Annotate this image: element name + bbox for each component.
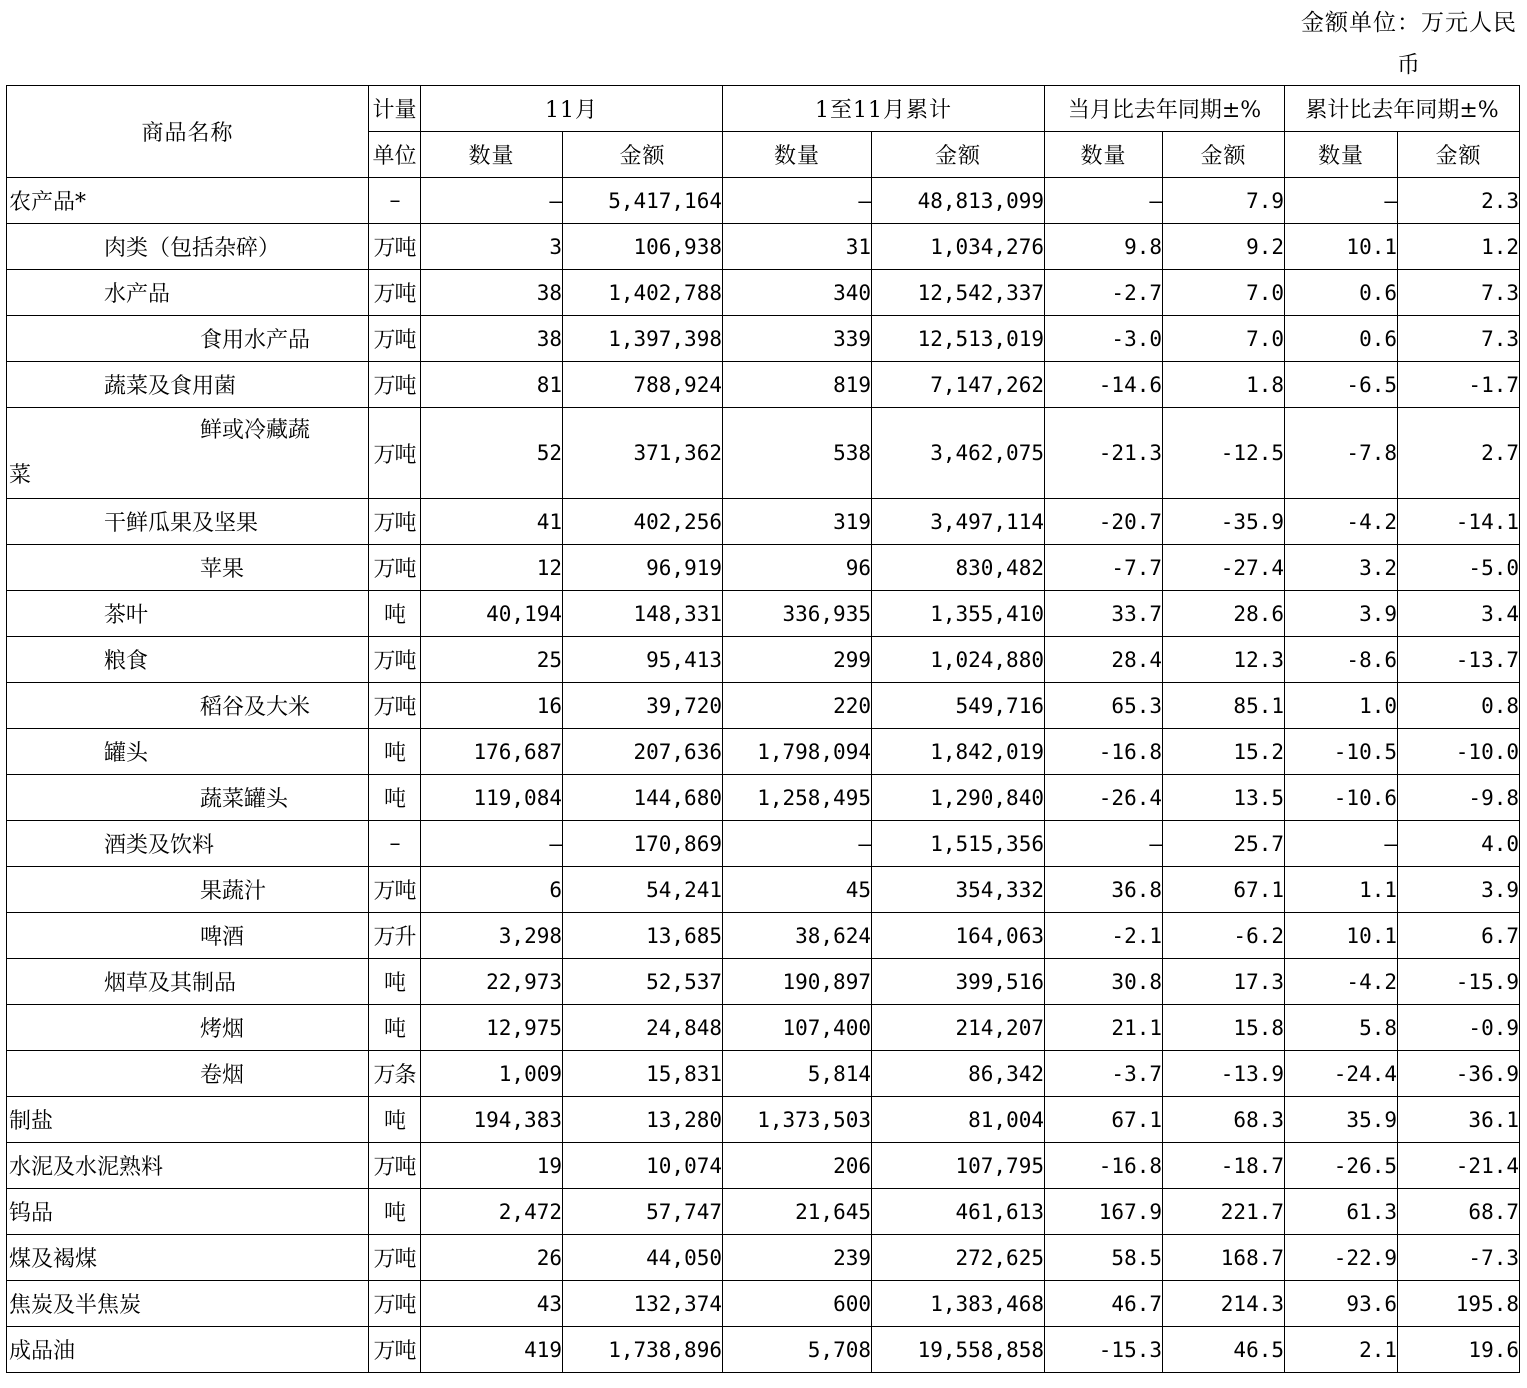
- cell-month-yoy-qty: -2.7: [1045, 270, 1163, 316]
- cell-month-qty: 52: [421, 408, 563, 499]
- cell-unit: 万吨: [369, 1143, 421, 1189]
- cell-cumulative-yoy-qty: -10.6: [1285, 775, 1398, 821]
- cell-cumulative-amount: 399,516: [872, 959, 1045, 1005]
- cell-cumulative-yoy-qty: -24.4: [1285, 1051, 1398, 1097]
- cell-month-yoy-amount: 67.1: [1163, 867, 1285, 913]
- header-row-groups: [7, 86, 1520, 132]
- cell-unit: 万吨: [369, 637, 421, 683]
- cell-month-yoy-amount: 15.8: [1163, 1005, 1285, 1051]
- cell-cumulative-qty: 819: [723, 362, 872, 408]
- cell-month-amount: 13,280: [563, 1097, 723, 1143]
- cell-month-qty: 38: [421, 270, 563, 316]
- cell-cumulative-yoy-qty: 3.2: [1285, 545, 1398, 591]
- cell-cumulative-yoy-qty: 5.8: [1285, 1005, 1398, 1051]
- cell-cumulative-qty: 96: [723, 545, 872, 591]
- table-row: [7, 499, 1520, 545]
- cell-cumulative-qty: 1,798,094: [723, 729, 872, 775]
- cell-cumulative-yoy-amount: 2.7: [1398, 408, 1520, 499]
- cell-month-yoy-amount: 1.8: [1163, 362, 1285, 408]
- cell-cumulative-yoy-qty: –: [1285, 821, 1398, 867]
- table-row: [7, 408, 1520, 499]
- cell-cumulative-yoy-amount: -0.9: [1398, 1005, 1520, 1051]
- cell-month-yoy-amount: 7.0: [1163, 270, 1285, 316]
- cell-cumulative-yoy-qty: 2.1: [1285, 1327, 1398, 1373]
- cell-cumulative-yoy-amount: 6.7: [1398, 913, 1520, 959]
- cell-cumulative-yoy-amount: -5.0: [1398, 545, 1520, 591]
- cell-cumulative-yoy-amount: 1.2: [1398, 224, 1520, 270]
- cell-cumulative-amount: 1,024,880: [872, 637, 1045, 683]
- cell-unit: –: [369, 821, 421, 867]
- cell-month-amount: 96,919: [563, 545, 723, 591]
- cell-month-yoy-qty: 36.8: [1045, 867, 1163, 913]
- cell-month-yoy-amount: 7.9: [1163, 178, 1285, 224]
- cell-cumulative-yoy-qty: 10.1: [1285, 224, 1398, 270]
- cell-month-qty: 3: [421, 224, 563, 270]
- cell-cumulative-yoy-amount: -21.4: [1398, 1143, 1520, 1189]
- cell-cumulative-amount: 830,482: [872, 545, 1045, 591]
- cell-month-yoy-qty: -16.8: [1045, 729, 1163, 775]
- cell-month-yoy-qty: -26.4: [1045, 775, 1163, 821]
- cell-month-qty: –: [421, 178, 563, 224]
- cell-month-amount: 402,256: [563, 499, 723, 545]
- table-body: [7, 178, 1520, 1373]
- cell-product-name: 肉类（包括杂碎）: [7, 224, 369, 270]
- cell-cumulative-yoy-amount: 19.6: [1398, 1327, 1520, 1373]
- cell-unit: 万吨: [369, 545, 421, 591]
- cell-month-qty: 12,975: [421, 1005, 563, 1051]
- cell-cumulative-yoy-qty: -4.2: [1285, 959, 1398, 1005]
- cell-month-qty: 19: [421, 1143, 563, 1189]
- cell-product-name: 食用水产品: [7, 316, 369, 362]
- table-row: [7, 913, 1520, 959]
- cell-product-name: 蔬菜罐头: [7, 775, 369, 821]
- cell-cumulative-yoy-amount: 195.8: [1398, 1281, 1520, 1327]
- cell-product-name: 烤烟: [7, 1005, 369, 1051]
- cell-unit: 吨: [369, 1005, 421, 1051]
- cell-month-qty: 12: [421, 545, 563, 591]
- cell-cumulative-amount: 1,355,410: [872, 591, 1045, 637]
- cell-cumulative-qty: 31: [723, 224, 872, 270]
- cell-month-amount: 95,413: [563, 637, 723, 683]
- cell-month-qty: 40,194: [421, 591, 563, 637]
- cell-cumulative-yoy-qty: 35.9: [1285, 1097, 1398, 1143]
- cell-cumulative-amount: 1,034,276: [872, 224, 1045, 270]
- cell-month-amount: 57,747: [563, 1189, 723, 1235]
- cell-unit: 吨: [369, 1189, 421, 1235]
- cell-month-yoy-qty: 30.8: [1045, 959, 1163, 1005]
- table-row: [7, 224, 1520, 270]
- cell-cumulative-amount: 81,004: [872, 1097, 1045, 1143]
- table-row: [7, 821, 1520, 867]
- table-row: [7, 1143, 1520, 1189]
- cell-month-yoy-amount: 15.2: [1163, 729, 1285, 775]
- cell-month-amount: 371,362: [563, 408, 723, 499]
- cell-product-name: 粮食: [7, 637, 369, 683]
- cell-month-amount: 52,537: [563, 959, 723, 1005]
- cell-cumulative-yoy-qty: 1.1: [1285, 867, 1398, 913]
- cell-product-name: 蔬菜及食用菌: [7, 362, 369, 408]
- cell-cumulative-yoy-qty: -7.8: [1285, 408, 1398, 499]
- cell-cumulative-qty: 38,624: [723, 913, 872, 959]
- cell-month-qty: 25: [421, 637, 563, 683]
- cell-cumulative-qty: 299: [723, 637, 872, 683]
- cell-month-yoy-qty: 65.3: [1045, 683, 1163, 729]
- cell-unit: –: [369, 178, 421, 224]
- cell-product-name: 农产品*: [7, 178, 369, 224]
- cell-cumulative-yoy-qty: 3.9: [1285, 591, 1398, 637]
- cell-unit: 万吨: [369, 499, 421, 545]
- cell-cumulative-yoy-amount: -13.7: [1398, 637, 1520, 683]
- cell-month-amount: 54,241: [563, 867, 723, 913]
- cell-unit: 吨: [369, 959, 421, 1005]
- cell-product-name: 焦炭及半焦炭: [7, 1281, 369, 1327]
- cell-month-amount: 24,848: [563, 1005, 723, 1051]
- cell-cumulative-amount: 48,813,099: [872, 178, 1045, 224]
- cell-month-qty: 26: [421, 1235, 563, 1281]
- cell-month-yoy-qty: -3.0: [1045, 316, 1163, 362]
- cell-cumulative-qty: 190,897: [723, 959, 872, 1005]
- cell-product-name: 罐头: [7, 729, 369, 775]
- cell-month-yoy-amount: 85.1: [1163, 683, 1285, 729]
- cell-month-qty: 194,383: [421, 1097, 563, 1143]
- cell-month-qty: –: [421, 821, 563, 867]
- cell-month-amount: 44,050: [563, 1235, 723, 1281]
- cell-month-qty: 1,009: [421, 1051, 563, 1097]
- cell-cumulative-yoy-amount: -15.9: [1398, 959, 1520, 1005]
- cell-cumulative-yoy-qty: 61.3: [1285, 1189, 1398, 1235]
- cell-month-qty: 41: [421, 499, 563, 545]
- amount-unit-note-line1: 金额单位：万元人民: [1301, 10, 1517, 36]
- cell-unit: 吨: [369, 775, 421, 821]
- cell-cumulative-yoy-amount: 4.0: [1398, 821, 1520, 867]
- cell-unit: 吨: [369, 729, 421, 775]
- header-qty: 数量: [1285, 132, 1398, 178]
- cell-product-name: 果蔬汁: [7, 867, 369, 913]
- cell-cumulative-yoy-qty: -10.5: [1285, 729, 1398, 775]
- cell-unit: 吨: [369, 591, 421, 637]
- cell-cumulative-qty: 5,814: [723, 1051, 872, 1097]
- cell-cumulative-amount: 107,795: [872, 1143, 1045, 1189]
- cell-month-yoy-qty: -2.1: [1045, 913, 1163, 959]
- cell-cumulative-amount: 354,332: [872, 867, 1045, 913]
- cell-cumulative-qty: 220: [723, 683, 872, 729]
- cell-month-yoy-amount: 13.5: [1163, 775, 1285, 821]
- cell-month-yoy-amount: 168.7: [1163, 1235, 1285, 1281]
- cell-product-name: 水产品: [7, 270, 369, 316]
- cell-month-qty: 22,973: [421, 959, 563, 1005]
- cell-cumulative-yoy-amount: 3.9: [1398, 867, 1520, 913]
- cell-cumulative-yoy-amount: -9.8: [1398, 775, 1520, 821]
- cell-cumulative-qty: 339: [723, 316, 872, 362]
- cell-cumulative-qty: 21,645: [723, 1189, 872, 1235]
- cell-unit: 万吨: [369, 1281, 421, 1327]
- cell-month-amount: 106,938: [563, 224, 723, 270]
- cell-cumulative-amount: 12,542,337: [872, 270, 1045, 316]
- table-row: [7, 1235, 1520, 1281]
- cell-unit: 万吨: [369, 270, 421, 316]
- cell-cumulative-amount: 1,290,840: [872, 775, 1045, 821]
- cell-month-amount: 10,074: [563, 1143, 723, 1189]
- cell-cumulative-yoy-amount: 68.7: [1398, 1189, 1520, 1235]
- cell-cumulative-yoy-amount: 36.1: [1398, 1097, 1520, 1143]
- cell-month-yoy-qty: -21.3: [1045, 408, 1163, 499]
- table-row: [7, 1051, 1520, 1097]
- cell-cumulative-qty: 538: [723, 408, 872, 499]
- cell-month-yoy-qty: -14.6: [1045, 362, 1163, 408]
- cell-month-qty: 3,298: [421, 913, 563, 959]
- cell-month-yoy-amount: -13.9: [1163, 1051, 1285, 1097]
- cell-cumulative-qty: 319: [723, 499, 872, 545]
- table-row: [7, 1189, 1520, 1235]
- cell-month-yoy-amount: 46.5: [1163, 1327, 1285, 1373]
- cell-month-yoy-qty: 58.5: [1045, 1235, 1163, 1281]
- cell-cumulative-qty: 206: [723, 1143, 872, 1189]
- cell-month-qty: 6: [421, 867, 563, 913]
- cell-month-amount: 1,397,398: [563, 316, 723, 362]
- cell-month-yoy-qty: 28.4: [1045, 637, 1163, 683]
- cell-month-qty: 176,687: [421, 729, 563, 775]
- cell-cumulative-qty: –: [723, 178, 872, 224]
- cell-month-yoy-qty: –: [1045, 178, 1163, 224]
- cell-month-yoy-qty: 21.1: [1045, 1005, 1163, 1051]
- cell-month-amount: 148,331: [563, 591, 723, 637]
- cell-cumulative-yoy-qty: -8.6: [1285, 637, 1398, 683]
- cell-month-amount: 5,417,164: [563, 178, 723, 224]
- cell-month-qty: 419: [421, 1327, 563, 1373]
- header-qty: 数量: [421, 132, 563, 178]
- cell-cumulative-yoy-qty: -26.5: [1285, 1143, 1398, 1189]
- cell-cumulative-qty: 1,373,503: [723, 1097, 872, 1143]
- cell-month-yoy-qty: -15.3: [1045, 1327, 1163, 1373]
- cell-cumulative-amount: 7,147,262: [872, 362, 1045, 408]
- cell-product-name: 水泥及水泥熟料: [7, 1143, 369, 1189]
- header-cumulative: 1至11月累计: [723, 86, 1045, 132]
- cell-month-yoy-qty: 167.9: [1045, 1189, 1163, 1235]
- product-name-wrap-text: 菜: [9, 463, 32, 488]
- cell-product-name: 啤酒: [7, 913, 369, 959]
- cell-product-name: 酒类及饮料: [7, 821, 369, 867]
- cell-cumulative-amount: 19,558,858: [872, 1327, 1045, 1373]
- cell-product-name: 茶叶: [7, 591, 369, 637]
- cell-month-qty: 43: [421, 1281, 563, 1327]
- cell-month-amount: 13,685: [563, 913, 723, 959]
- cell-unit: 万吨: [369, 316, 421, 362]
- table-row: [7, 775, 1520, 821]
- cell-month-yoy-amount: 12.3: [1163, 637, 1285, 683]
- table-row: [7, 1281, 1520, 1327]
- cell-month-yoy-amount: 7.0: [1163, 316, 1285, 362]
- table-row: [7, 545, 1520, 591]
- cell-cumulative-yoy-qty: 0.6: [1285, 316, 1398, 362]
- cell-cumulative-qty: –: [723, 821, 872, 867]
- cell-unit: 万吨: [369, 683, 421, 729]
- cell-month-yoy-qty: 33.7: [1045, 591, 1163, 637]
- cell-cumulative-yoy-qty: 1.0: [1285, 683, 1398, 729]
- header-amount: 金额: [1398, 132, 1520, 178]
- table-row: [7, 316, 1520, 362]
- cell-month-qty: 38: [421, 316, 563, 362]
- cell-product-name: 稻谷及大米: [7, 683, 369, 729]
- cell-month-amount: 1,738,896: [563, 1327, 723, 1373]
- cell-cumulative-qty: 1,258,495: [723, 775, 872, 821]
- cell-cumulative-yoy-qty: -6.5: [1285, 362, 1398, 408]
- table-row: [7, 867, 1520, 913]
- cell-cumulative-amount: 549,716: [872, 683, 1045, 729]
- cell-cumulative-amount: 1,383,468: [872, 1281, 1045, 1327]
- cell-month-yoy-amount: 214.3: [1163, 1281, 1285, 1327]
- amount-unit-note: [1277, 2, 1517, 86]
- cell-product-name: 成品油: [7, 1327, 369, 1373]
- header-unit-line2: 单位: [369, 132, 421, 178]
- cell-cumulative-qty: 600: [723, 1281, 872, 1327]
- cell-month-amount: 15,831: [563, 1051, 723, 1097]
- cell-cumulative-yoy-amount: -7.3: [1398, 1235, 1520, 1281]
- header-month-yoy: 当月比去年同期±%: [1045, 86, 1285, 132]
- cell-month-yoy-amount: 68.3: [1163, 1097, 1285, 1143]
- cell-cumulative-amount: 461,613: [872, 1189, 1045, 1235]
- cell-month-amount: 144,680: [563, 775, 723, 821]
- cell-month-yoy-amount: -12.5: [1163, 408, 1285, 499]
- cell-month-yoy-qty: 46.7: [1045, 1281, 1163, 1327]
- cell-cumulative-amount: 86,342: [872, 1051, 1045, 1097]
- cell-cumulative-yoy-amount: 2.3: [1398, 178, 1520, 224]
- cell-month-amount: 788,924: [563, 362, 723, 408]
- cell-unit: 万吨: [369, 408, 421, 499]
- cell-unit: 万吨: [369, 362, 421, 408]
- cell-cumulative-yoy-amount: 7.3: [1398, 270, 1520, 316]
- header-month: 11月: [421, 86, 723, 132]
- table-row: [7, 591, 1520, 637]
- table-row: [7, 178, 1520, 224]
- cell-cumulative-amount: 164,063: [872, 913, 1045, 959]
- table-row: [7, 959, 1520, 1005]
- cell-unit: 万升: [369, 913, 421, 959]
- header-amount: 金额: [1163, 132, 1285, 178]
- cell-month-qty: 81: [421, 362, 563, 408]
- header-amount: 金额: [872, 132, 1045, 178]
- cell-unit: 万吨: [369, 224, 421, 270]
- table-row: [7, 729, 1520, 775]
- cell-unit: 吨: [369, 1097, 421, 1143]
- cell-cumulative-yoy-amount: 7.3: [1398, 316, 1520, 362]
- cell-month-yoy-qty: –: [1045, 821, 1163, 867]
- cell-cumulative-yoy-amount: -36.9: [1398, 1051, 1520, 1097]
- cell-unit: 万条: [369, 1051, 421, 1097]
- cell-month-yoy-qty: -3.7: [1045, 1051, 1163, 1097]
- header-qty: 数量: [723, 132, 872, 178]
- cell-unit: 万吨: [369, 1235, 421, 1281]
- cell-cumulative-qty: 340: [723, 270, 872, 316]
- cell-month-yoy-qty: 9.8: [1045, 224, 1163, 270]
- cell-cumulative-amount: 1,515,356: [872, 821, 1045, 867]
- cell-cumulative-yoy-qty: 0.6: [1285, 270, 1398, 316]
- cell-month-amount: 39,720: [563, 683, 723, 729]
- cell-product-name: [7, 408, 369, 499]
- cell-cumulative-yoy-qty: –: [1285, 178, 1398, 224]
- cell-month-yoy-amount: 28.6: [1163, 591, 1285, 637]
- table-row: [7, 683, 1520, 729]
- cell-month-amount: 1,402,788: [563, 270, 723, 316]
- cell-unit: 万吨: [369, 1327, 421, 1373]
- cell-product-name: 烟草及其制品: [7, 959, 369, 1005]
- cell-month-amount: 132,374: [563, 1281, 723, 1327]
- cell-cumulative-yoy-amount: -10.0: [1398, 729, 1520, 775]
- table-row: [7, 362, 1520, 408]
- cell-month-amount: 207,636: [563, 729, 723, 775]
- cell-month-yoy-qty: -16.8: [1045, 1143, 1163, 1189]
- cell-month-yoy-amount: -6.2: [1163, 913, 1285, 959]
- cell-cumulative-amount: 1,842,019: [872, 729, 1045, 775]
- cell-month-yoy-qty: -20.7: [1045, 499, 1163, 545]
- cell-cumulative-yoy-qty: 93.6: [1285, 1281, 1398, 1327]
- product-name-text: 鲜或冷藏蔬: [200, 418, 311, 443]
- cell-month-yoy-qty: -7.7: [1045, 545, 1163, 591]
- amount-unit-note-line2: 币: [1397, 52, 1421, 78]
- table-row: [7, 1327, 1520, 1373]
- cell-product-name: 钨品: [7, 1189, 369, 1235]
- header-product-name: 商品名称: [7, 86, 369, 178]
- cell-month-yoy-qty: 67.1: [1045, 1097, 1163, 1143]
- cell-cumulative-qty: 107,400: [723, 1005, 872, 1051]
- cell-product-name: 苹果: [7, 545, 369, 591]
- cell-month-yoy-amount: 9.2: [1163, 224, 1285, 270]
- cell-month-yoy-amount: 221.7: [1163, 1189, 1285, 1235]
- cell-product-name: 煤及褐煤: [7, 1235, 369, 1281]
- header-unit-line1: 计量: [369, 86, 421, 132]
- table-row: [7, 270, 1520, 316]
- trade-statistics-table: [6, 85, 1520, 1373]
- cell-cumulative-qty: 336,935: [723, 591, 872, 637]
- cell-cumulative-yoy-qty: -4.2: [1285, 499, 1398, 545]
- cell-month-yoy-amount: -18.7: [1163, 1143, 1285, 1189]
- cell-cumulative-qty: 45: [723, 867, 872, 913]
- cell-cumulative-amount: 272,625: [872, 1235, 1045, 1281]
- table-row: [7, 1097, 1520, 1143]
- cell-month-amount: 170,869: [563, 821, 723, 867]
- cell-unit: 万吨: [369, 867, 421, 913]
- cell-month-yoy-amount: 25.7: [1163, 821, 1285, 867]
- cell-month-qty: 119,084: [421, 775, 563, 821]
- cell-cumulative-yoy-amount: -14.1: [1398, 499, 1520, 545]
- cell-cumulative-amount: 3,462,075: [872, 408, 1045, 499]
- cell-month-yoy-amount: 17.3: [1163, 959, 1285, 1005]
- header-qty: 数量: [1045, 132, 1163, 178]
- header-amount: 金额: [563, 132, 723, 178]
- cell-cumulative-amount: 214,207: [872, 1005, 1045, 1051]
- cell-product-name: 制盐: [7, 1097, 369, 1143]
- cell-month-yoy-amount: -27.4: [1163, 545, 1285, 591]
- cell-cumulative-yoy-amount: -1.7: [1398, 362, 1520, 408]
- table-row: [7, 637, 1520, 683]
- cell-cumulative-yoy-amount: 0.8: [1398, 683, 1520, 729]
- cell-month-qty: 2,472: [421, 1189, 563, 1235]
- cell-cumulative-qty: 5,708: [723, 1327, 872, 1373]
- cell-cumulative-yoy-qty: 10.1: [1285, 913, 1398, 959]
- cell-month-qty: 16: [421, 683, 563, 729]
- table-row: [7, 1005, 1520, 1051]
- cell-cumulative-amount: 12,513,019: [872, 316, 1045, 362]
- header-cumulative-yoy: 累计比去年同期±%: [1285, 86, 1520, 132]
- cell-cumulative-yoy-qty: -22.9: [1285, 1235, 1398, 1281]
- cell-cumulative-qty: 239: [723, 1235, 872, 1281]
- cell-product-name: 卷烟: [7, 1051, 369, 1097]
- cell-cumulative-yoy-amount: 3.4: [1398, 591, 1520, 637]
- cell-cumulative-amount: 3,497,114: [872, 499, 1045, 545]
- cell-month-yoy-amount: -35.9: [1163, 499, 1285, 545]
- cell-product-name: 干鲜瓜果及坚果: [7, 499, 369, 545]
